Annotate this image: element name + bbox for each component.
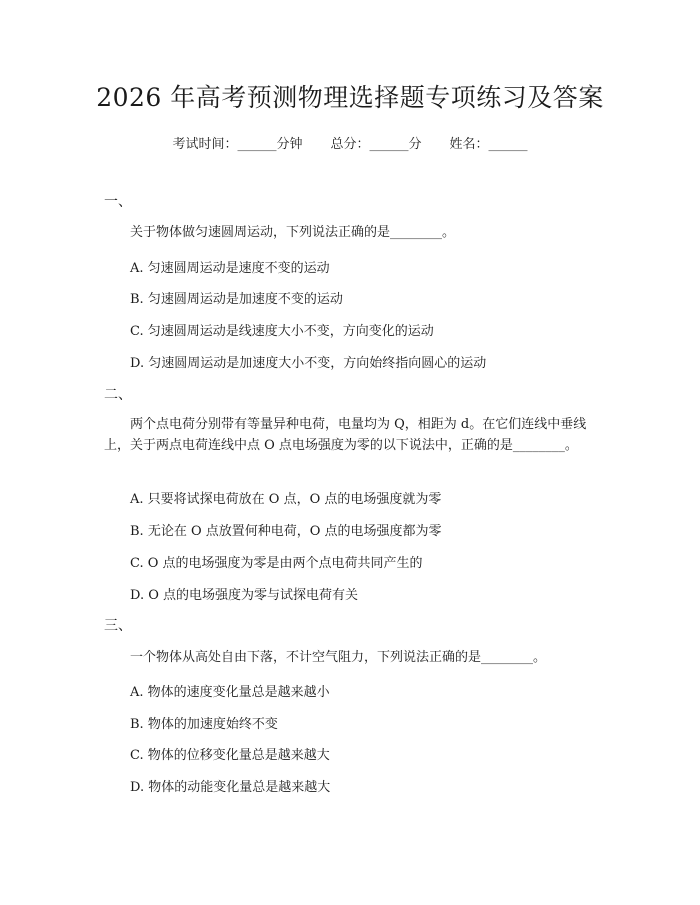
question-3-option-a: A. 物体的速度变化量总是越来越小: [130, 685, 330, 700]
question-3-number: 三、: [104, 618, 132, 634]
question-2-number: 二、: [104, 387, 132, 403]
question-1-option-a: A. 匀速圆周运动是速度不变的运动: [130, 261, 330, 276]
question-3-stem: 一个物体从高处自由下落，不计空气阻力，下列说法正确的是________。: [130, 650, 547, 665]
question-3-option-c: C. 物体的位移变化量总是越来越大: [130, 748, 330, 763]
question-1-option-d: D. 匀速圆周运动是加速度大小不变，方向始终指向圆心的运动: [130, 356, 487, 371]
page-title: 2026 年高考预测物理选择题专项练习及答案: [96, 83, 604, 112]
question-3-option-d: D. 物体的动能变化量总是越来越大: [130, 780, 331, 795]
total-score-field: 总分：______分: [330, 137, 422, 152]
question-1-option-b: B. 匀速圆周运动是加速度不变的运动: [130, 292, 343, 307]
question-2-option-d: D. O 点的电场强度为零与试探电荷有关: [130, 588, 359, 603]
question-2-stem: 两个点电荷分别带有等量异种电荷，电量均为 Q，相距为 d。在它们连线中垂线上，关于两点电荷连线中点 O 点电场强度为零的以下说法中，正确的是________。: [104, 417, 587, 453]
question-1-stem: 关于物体做匀速圆周运动，下列说法正确的是________。: [130, 225, 456, 240]
question-1-option-c: C. 匀速圆周运动是线速度大小不变，方向变化的运动: [130, 324, 434, 339]
student-name-field: 姓名：______: [449, 137, 528, 152]
exam-meta: [0, 133, 700, 152]
exam-time-field: 考试时间：______分钟: [172, 137, 303, 152]
question-2-option-a: A. 只要将试探电荷放在 O 点，O 点的电场强度就为零: [130, 492, 442, 507]
question-2-option-c: C. O 点的电场强度为零是由两个点电荷共同产生的: [130, 556, 423, 571]
question-1-number: 一、: [104, 194, 132, 210]
question-2-option-b: B. 无论在 O 点放置何种电荷，O 点的电场强度都为零: [130, 524, 442, 539]
question-3-option-b: B. 物体的加速度始终不变: [130, 717, 278, 732]
